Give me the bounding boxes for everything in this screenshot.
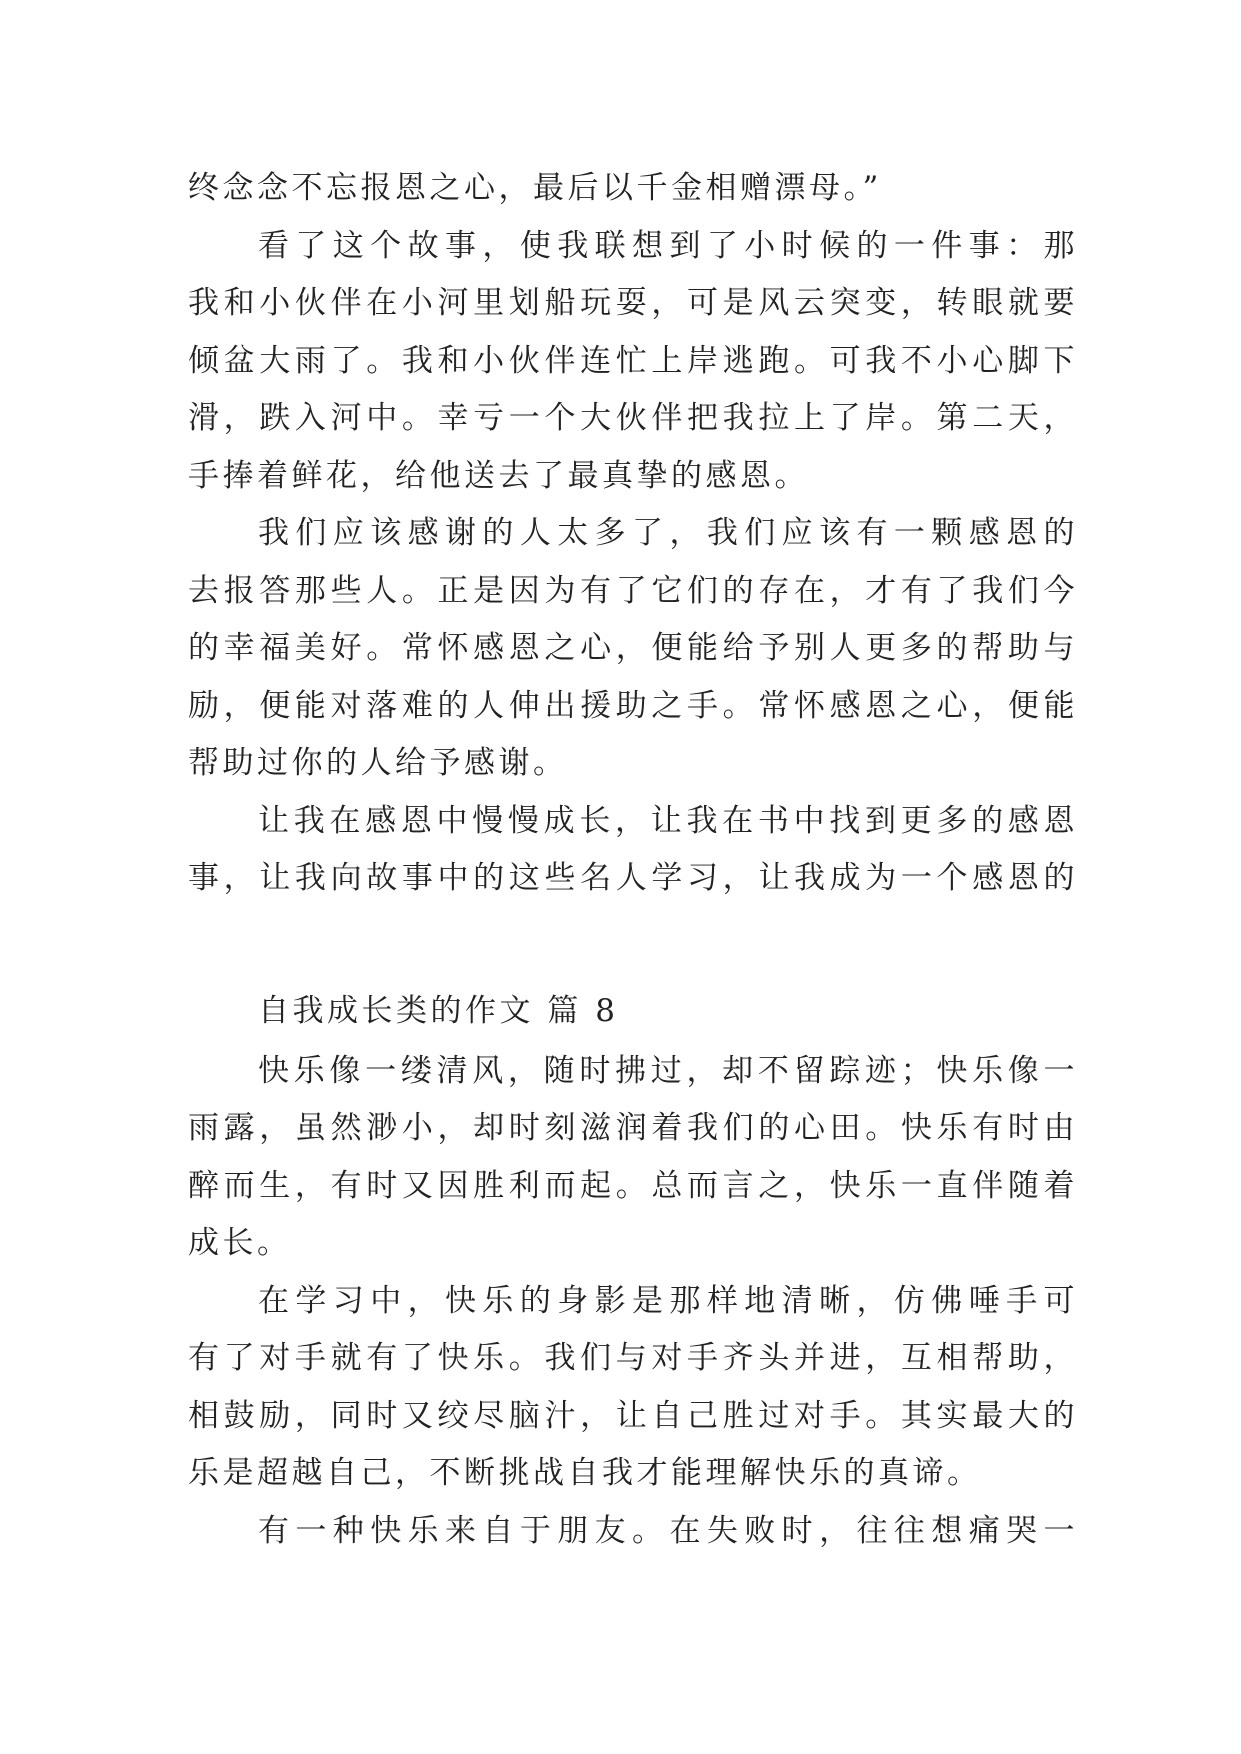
paragraph-line: 看了这个故事，使我联想到了小时候的一件事：那 (258, 227, 1078, 264)
paragraph-line: 雨露，虽然渺小，却时刻滋润着我们的心田。快乐有时由 (188, 1110, 1078, 1146)
paragraph-line: 醉而生，有时又因胜利而起。总而言之，快乐一直伴随着 (188, 1167, 1078, 1204)
paragraph-line: 我们应该感谢的人太多了，我们应该有一颗感恩的 (258, 515, 1078, 551)
section-heading: 自我成长类的作文 篇 8 (258, 993, 619, 1029)
paragraph-line: 快乐像一缕清风，随时拂过，却不留踪迹；快乐像一 (258, 1052, 1078, 1089)
paragraph-line: 有一种快乐来自于朋友。在失败时，往往想痛哭一 (258, 1512, 1078, 1549)
paragraph-line: 相鼓励，同时又绞尽脑汁，让自己胜过对手。其实最大的 (188, 1397, 1078, 1434)
paragraph-line: 倾盆大雨了。我和小伙伴连忙上岸逃跑。可我不小心脚下 (188, 342, 1078, 379)
paragraph-line: 去报答那些人。正是因为有了它们的存在，才有了我们今 (188, 572, 1078, 609)
essay-text (188, 160, 1078, 1560)
paragraph-line: 让我在感恩中慢慢成长，让我在书中找到更多的感恩 (258, 802, 1078, 839)
paragraph-line: 事，让我向故事中的这些名人学习，让我成为一个感恩的 (188, 860, 1078, 896)
paragraph-line: 的幸福美好。常怀感恩之心，便能给予别人更多的帮助与 (188, 630, 1078, 666)
paragraph-line: 乐是超越自己，不断挑战自我才能理解快乐的真谛。 (188, 1455, 982, 1491)
paragraph-line: 成长。 (188, 1225, 292, 1261)
paragraph-line: 我和小伙伴在小河里划船玩耍，可是风云突变，转眼就要 (188, 285, 1078, 321)
paragraph-line: 帮助过你的人给予感谢。 (188, 745, 568, 781)
paragraph-line: 终念念不忘报恩之心，最后以千金相赠漂母。” (188, 170, 882, 206)
blank-line (188, 908, 1078, 966)
paragraph-line: 手捧着鲜花，给他送去了最真挚的感恩。 (188, 457, 809, 494)
paragraph-line: 有了对手就有了快乐。我们与对手齐头并进，互相帮助， (188, 1340, 1078, 1376)
paragraph-line: 励，便能对落难的人伸出援助之手。常怀感恩之心，便能 (188, 687, 1078, 724)
paragraph-line: 滑，跌入河中。幸亏一个大伙伴把我拉上了岸。第二天， (188, 400, 1078, 436)
paragraph-line: 在学习中，快乐的身影是那样地清晰，仿佛唾手可 (258, 1282, 1078, 1319)
